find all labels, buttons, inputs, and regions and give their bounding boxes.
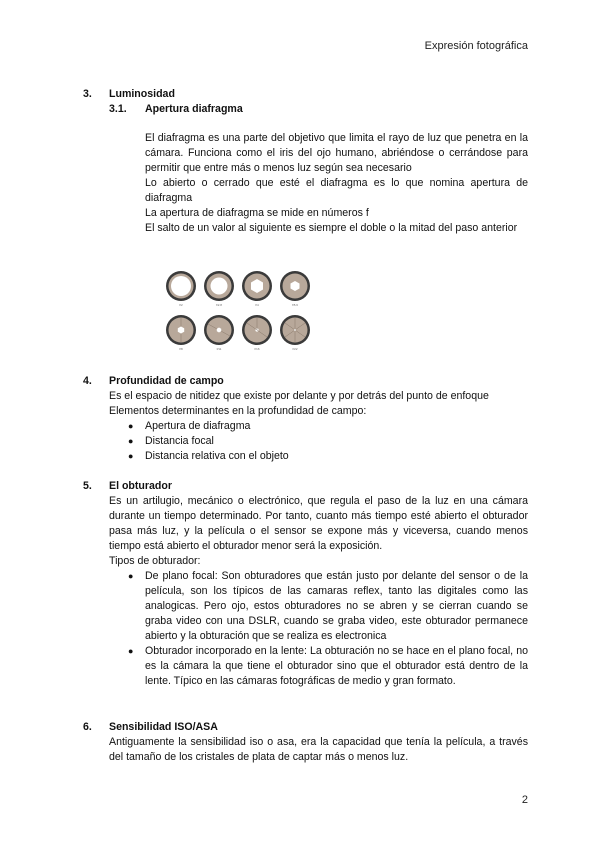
bullet-icon: ● (128, 571, 134, 581)
aperture-f11 (203, 314, 235, 351)
paragraph: El diafragma es una parte del objetivo que limita el rayo de luz que penetra en la cámara. Funciona como el iris del ojo humano, abriéndose o cerrándose para permitir que entre más o menos luz según sea necesario (145, 132, 528, 174)
list-item: ● Obturador incorporado en la lente: La obturación no se hace en el plano focal, no es la cámara la que tiene el obturador sino que el obturador está dentro de la lente. Típico en las cámaras fotográficas de medio y gran formato. (128, 645, 528, 687)
section-5-number: 5. (83, 480, 92, 492)
aperture-label: f/8 (179, 347, 183, 351)
paragraph: Lo abierto o cerrado que esté el diafragma es lo que nomina apertura de diafragma (145, 177, 528, 204)
aperture-f2-8 (203, 270, 235, 307)
aperture-f8 (165, 314, 197, 351)
aperture-f4 (241, 270, 273, 307)
section-4-number: 4. (83, 375, 92, 387)
bullet-icon: ● (128, 646, 134, 656)
paragraph: Es un artilugio, mecánico o electrónico, que regula el paso de la luz en una cámara durante un tiempo determinado. Por tanto, cuanto más tiempo esté abierto el obturador pasa más luz, y la película o el sensor se expone más y viceversa, cuando menos tiempo está abierto el obturador menor será la exposición. (109, 495, 528, 552)
list-item: ● Distancia focal (128, 435, 214, 447)
paragraph: El salto de un valor al siguiente es siempre el doble o la mitad del paso anterior (145, 222, 518, 234)
section-3-1-number: 3.1. (109, 103, 127, 115)
section-5-list (128, 569, 528, 689)
aperture-label: f/22 (292, 347, 298, 351)
paragraph: Antiguamente la sensibilidad iso o asa, era la capacidad que tenía la película, a través del tamaño de los cristales de plata de captar más o menos luz. (109, 736, 528, 763)
aperture-label: f/2 (179, 303, 183, 307)
paragraph: Elementos determinantes en la profundidad de campo: (109, 405, 367, 417)
bullet-icon: ● (128, 421, 134, 431)
section-6-body (109, 735, 528, 765)
bullet-icon: ● (128, 436, 134, 446)
section-4-title: Profundidad de campo (109, 375, 224, 387)
section-5-body (109, 494, 528, 569)
list-item: ● De plano focal: Son obturadores que están justo por delante del sensor o de la película, son los típicos de las camaras reflex, tanto las digitales como las analogicas. Pero ojo, estos obturadores no se abren y se cierran cuando se graba video con una DSLR, cuando se graba video, este obturador permanece abierto y la obturación que se realiza es electronica (128, 570, 528, 642)
aperture-f22 (279, 314, 311, 351)
paragraph: Tipos de obturador: (109, 555, 201, 567)
bullet-icon: ● (128, 451, 134, 461)
aperture-f16 (241, 314, 273, 351)
section-4-body (109, 389, 528, 419)
section-3-1-title: Apertura diafragma (145, 103, 243, 115)
section-5-title: El obturador (109, 480, 172, 492)
list-item: ● Distancia relativa con el objeto (128, 450, 289, 462)
aperture-label: f/4 (255, 303, 259, 307)
aperture-label: f/16 (254, 347, 260, 351)
aperture-label: f/11 (216, 347, 222, 351)
section-6-title: Sensibilidad ISO/ASA (109, 721, 218, 733)
paragraph: La apertura de diafragma se mide en números f (145, 207, 369, 219)
paragraph: Es el espacio de nitidez que existe por delante y por detrás del punto de enfoque (109, 390, 489, 402)
section-3-number: 3. (83, 88, 92, 100)
section-3-body (145, 131, 528, 236)
aperture-f2 (165, 270, 197, 307)
page-header: Expresión fotográfica (424, 40, 528, 52)
aperture-label: f/5.6 (292, 303, 298, 307)
section-6-number: 6. (83, 721, 92, 733)
page-number: 2 (521, 794, 528, 806)
aperture-label: f/2.8 (216, 303, 222, 307)
section-3-title: Luminosidad (109, 88, 175, 100)
aperture-figure (165, 270, 315, 360)
section-4-list (128, 419, 528, 464)
aperture-f5-6 (279, 270, 311, 307)
list-item: ● Apertura de diafragma (128, 420, 251, 432)
